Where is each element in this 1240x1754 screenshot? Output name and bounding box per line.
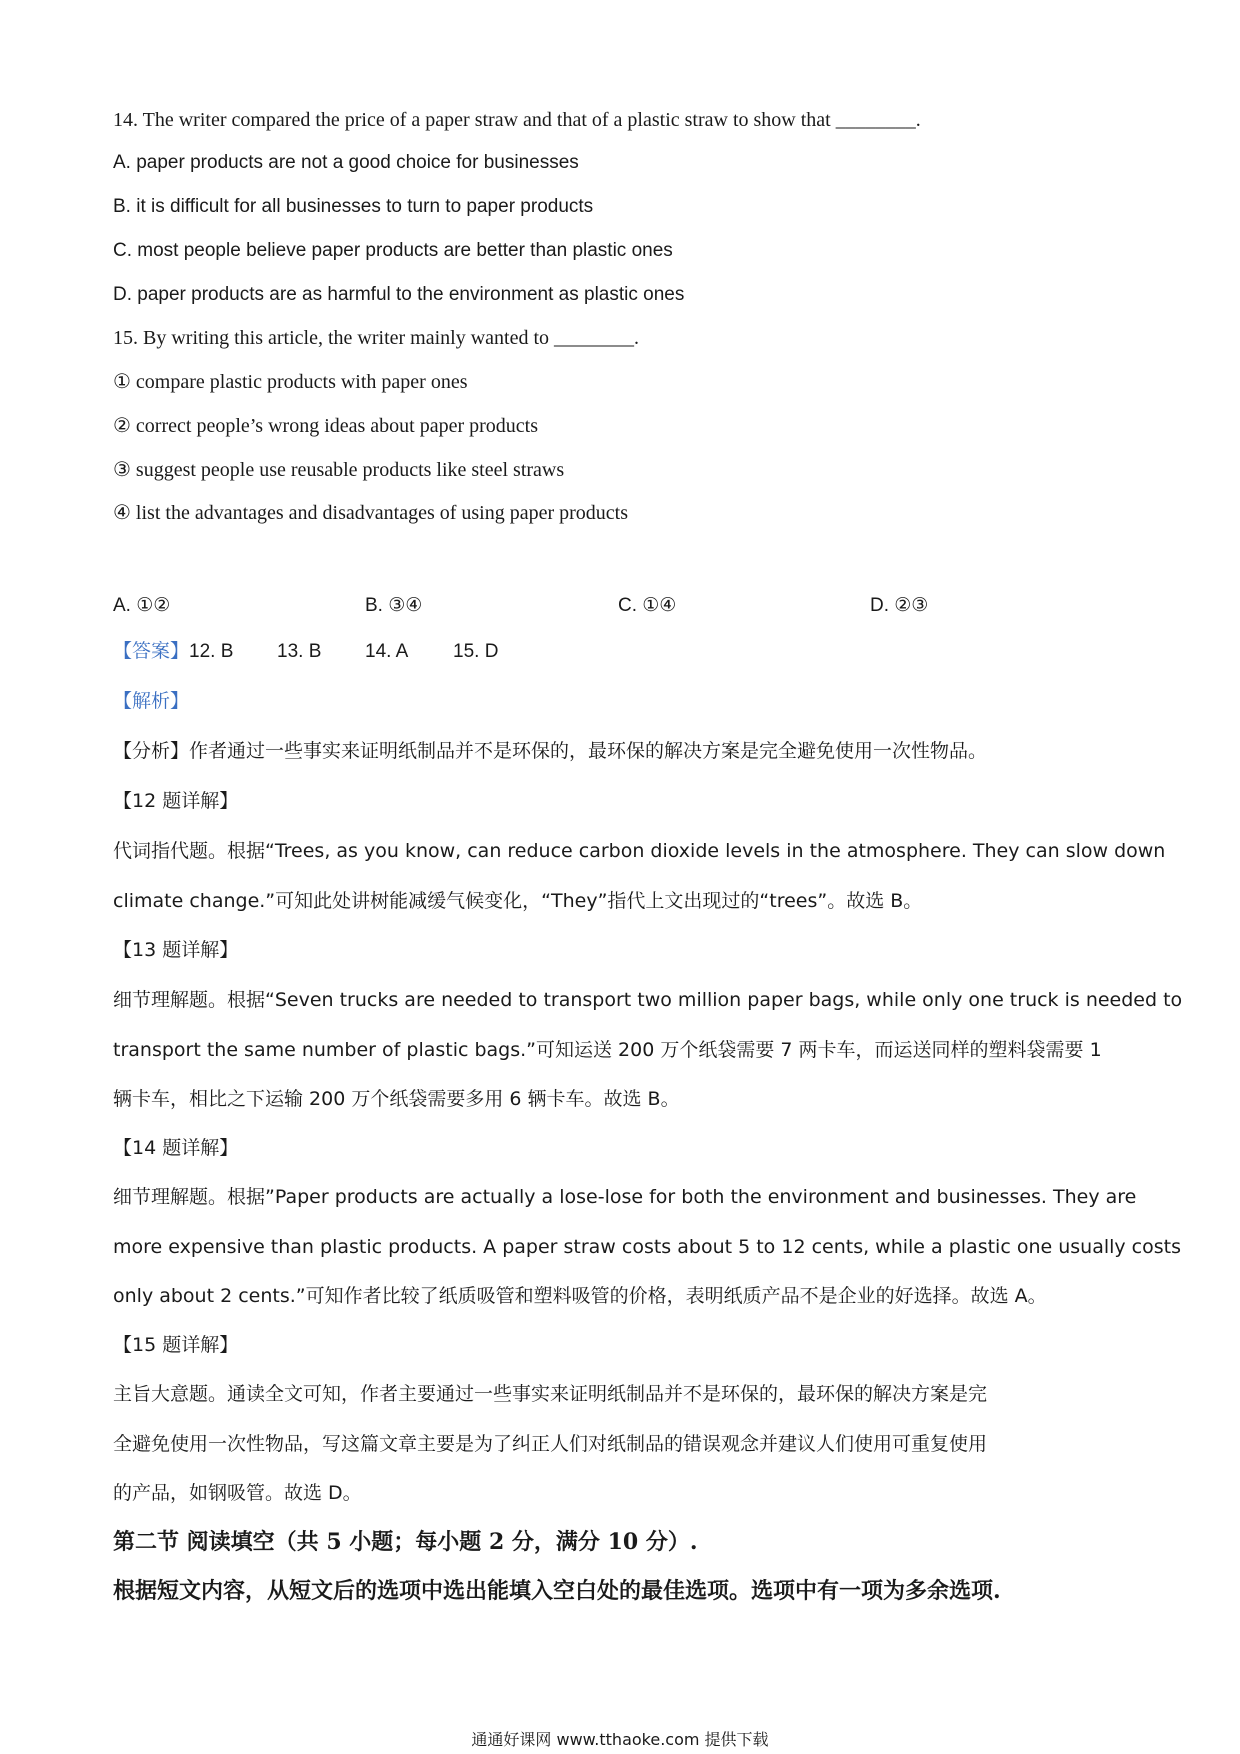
section-title: 第二节 阅读填空（共 5 小题；每小题 2 分，满分 10 分）. — [113, 1529, 698, 1555]
answer-item: 14. A — [365, 641, 409, 662]
answer-item: 15. D — [453, 641, 499, 662]
detail-12-title: 【12 题详解】 — [113, 790, 239, 812]
detail-14-line: more expensive than plastic products. A paper straw costs about 5 to 12 cents, while a plastic one usually costs — [113, 1236, 1181, 1258]
analysis-summary: 【分析】作者通过一些事实来证明纸制品并不是环保的，最环保的解决方案是完全避免使用一次性物品。 — [113, 740, 988, 762]
answer-line — [113, 638, 498, 665]
answer-label: 【答案】 — [113, 640, 190, 662]
answer-item: 13. B — [277, 641, 322, 662]
question-15-options — [0, 594, 1240, 622]
question-15-item-4: ④ list the advantages and disadvantages of using paper products — [113, 502, 629, 524]
question-15-option-b: B. ③④ — [365, 595, 423, 616]
detail-14-line: only about 2 cents.”可知作者比较了纸质吸管和塑料吸管的价格，表明纸质产品不是企业的好选择。故选 A。 — [113, 1285, 1047, 1307]
answer-item: 12. B — [189, 641, 234, 662]
question-15-option-c: C. ①④ — [618, 595, 677, 616]
question-14-stem: 14. The writer compared the price of a paper straw and that of a plastic straw to show that ________. — [113, 109, 921, 131]
detail-12-line: 代词指代题。根据“Trees, as you know, can reduce carbon dioxide levels in the atmosphere. They can slow down — [113, 840, 1166, 862]
detail-15-line: 全避免使用一次性物品，写这篇文章主要是为了纠正人们对纸制品的错误观念并建议人们使用可重复使用 — [113, 1433, 988, 1455]
question-15-option-a: A. ①② — [113, 595, 171, 616]
question-15-item-2: ② correct people’s wrong ideas about paper products — [113, 415, 539, 437]
question-15-stem: 15. By writing this article, the writer mainly wanted to ________. — [113, 327, 640, 349]
detail-13-line: 细节理解题。根据“Seven trucks are needed to transport two million paper bags, while only one truck is needed to — [113, 989, 1183, 1011]
detail-13-title: 【13 题详解】 — [113, 939, 239, 961]
detail-15-title: 【15 题详解】 — [113, 1334, 239, 1356]
question-14-option-c: C. most people believe paper products are better than plastic ones — [113, 240, 673, 261]
footer: 通通好课网 www.tthaoke.com 提供下载 — [471, 1730, 769, 1749]
question-14-option-b: B. it is difficult for all businesses to turn to paper products — [113, 196, 594, 217]
detail-13-line: transport the same number of plastic bags.”可知运送 200 万个纸袋需要 7 两卡车，而运送同样的塑料袋需要 1 — [113, 1039, 1102, 1061]
detail-15-line: 主旨大意题。通读全文可知，作者主要通过一些事实来证明纸制品并不是环保的，最环保的解决方案是完 — [113, 1383, 988, 1405]
analysis-label: 【解析】 — [113, 690, 190, 712]
detail-12-line: climate change.”可知此处讲树能减缓气候变化，“They”指代上文出现过的“trees”。故选 B。 — [113, 890, 923, 912]
question-14-option-a: A. paper products are not a good choice for businesses — [113, 152, 579, 173]
detail-13-line: 辆卡车，相比之下运输 200 万个纸袋需要多用 6 辆卡车。故选 B。 — [113, 1088, 680, 1110]
detail-15-line: 的产品，如钢吸管。故选 D。 — [113, 1482, 362, 1504]
question-15-option-d: D. ②③ — [870, 595, 929, 616]
question-15-item-3: ③ suggest people use reusable products like steel straws — [113, 459, 565, 481]
detail-14-title: 【14 题详解】 — [113, 1137, 239, 1159]
question-14-option-d: D. paper products are as harmful to the environment as plastic ones — [113, 284, 685, 305]
section-instruction: 根据短文内容，从短文后的选项中选出能填入空白处的最佳选项。选项中有一项为多余选项. — [113, 1578, 1001, 1604]
question-15-item-1: ① compare plastic products with paper ones — [113, 371, 468, 393]
detail-14-line: 细节理解题。根据”Paper products are actually a lose-lose for both the environment and businesses. They are — [113, 1186, 1137, 1208]
